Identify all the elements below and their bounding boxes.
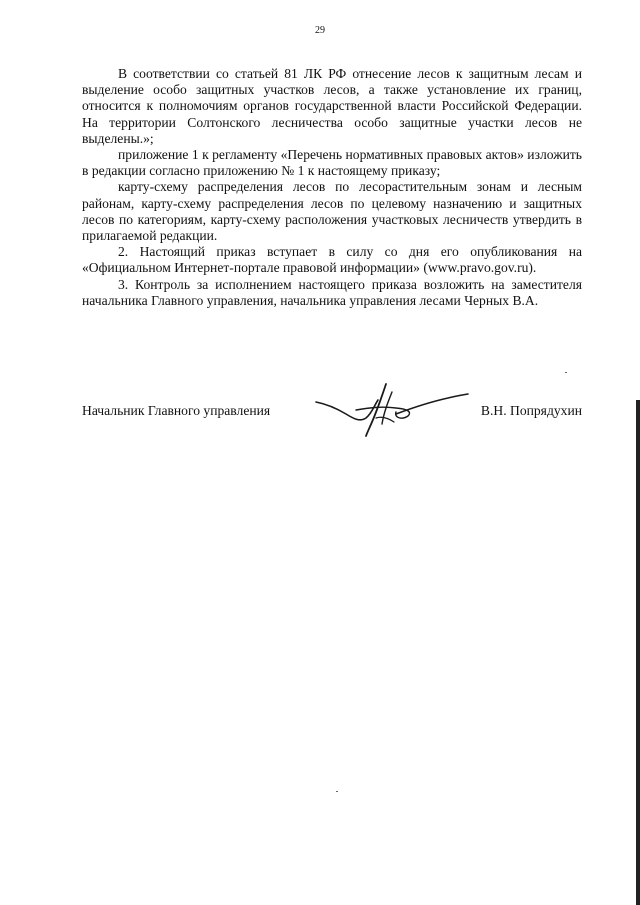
signatory-title: Начальник Главного управления: [82, 403, 271, 418]
paragraph-appendix-1: приложение 1 к регламенту «Перечень нормативных правовых актов» изложить в редакции согласно приложению № 1 к настоящему приказу;: [82, 147, 582, 179]
scan-edge-shadow: [636, 400, 640, 905]
paragraph-maps: карту-схему распределения лесов по лесорастительным зонам и лесным районам, карту-схему распределения лесов по целевому назначению и защитных лесов по категориям, карту-схему расположения участковых лесничеств утвердить в прилагаемой редакции.: [82, 179, 582, 244]
signatory-name: В.Н. Попрядухин: [480, 403, 582, 418]
paragraph-effective-date: 2. Настоящий приказ вступает в силу со дня его опубликования на «Официальном Интернет-портале правовой информации» (www.pravo.gov.ru).: [82, 244, 582, 276]
paragraph-article-81: В соответствии со статьей 81 ЛК РФ отнесение лесов к защитным лесам и выделение особо защитных участков лесов, а также установление их границ, относится к полномочиям органов государственной власти Российской Федерации. На территории Солтонского лесничества особо защитные участки лесов не выделены.»;: [82, 66, 582, 146]
paragraph-control: 3. Контроль за исполнением настоящего приказа возложить на заместителя начальника Главного управления, начальника управления лесами Черных В.А.: [82, 276, 582, 308]
page-number: 29: [315, 25, 325, 36]
scan-speck: [565, 372, 567, 373]
handwritten-signature: [312, 378, 472, 438]
scan-speck: [336, 791, 338, 792]
document-body: [82, 66, 582, 309]
